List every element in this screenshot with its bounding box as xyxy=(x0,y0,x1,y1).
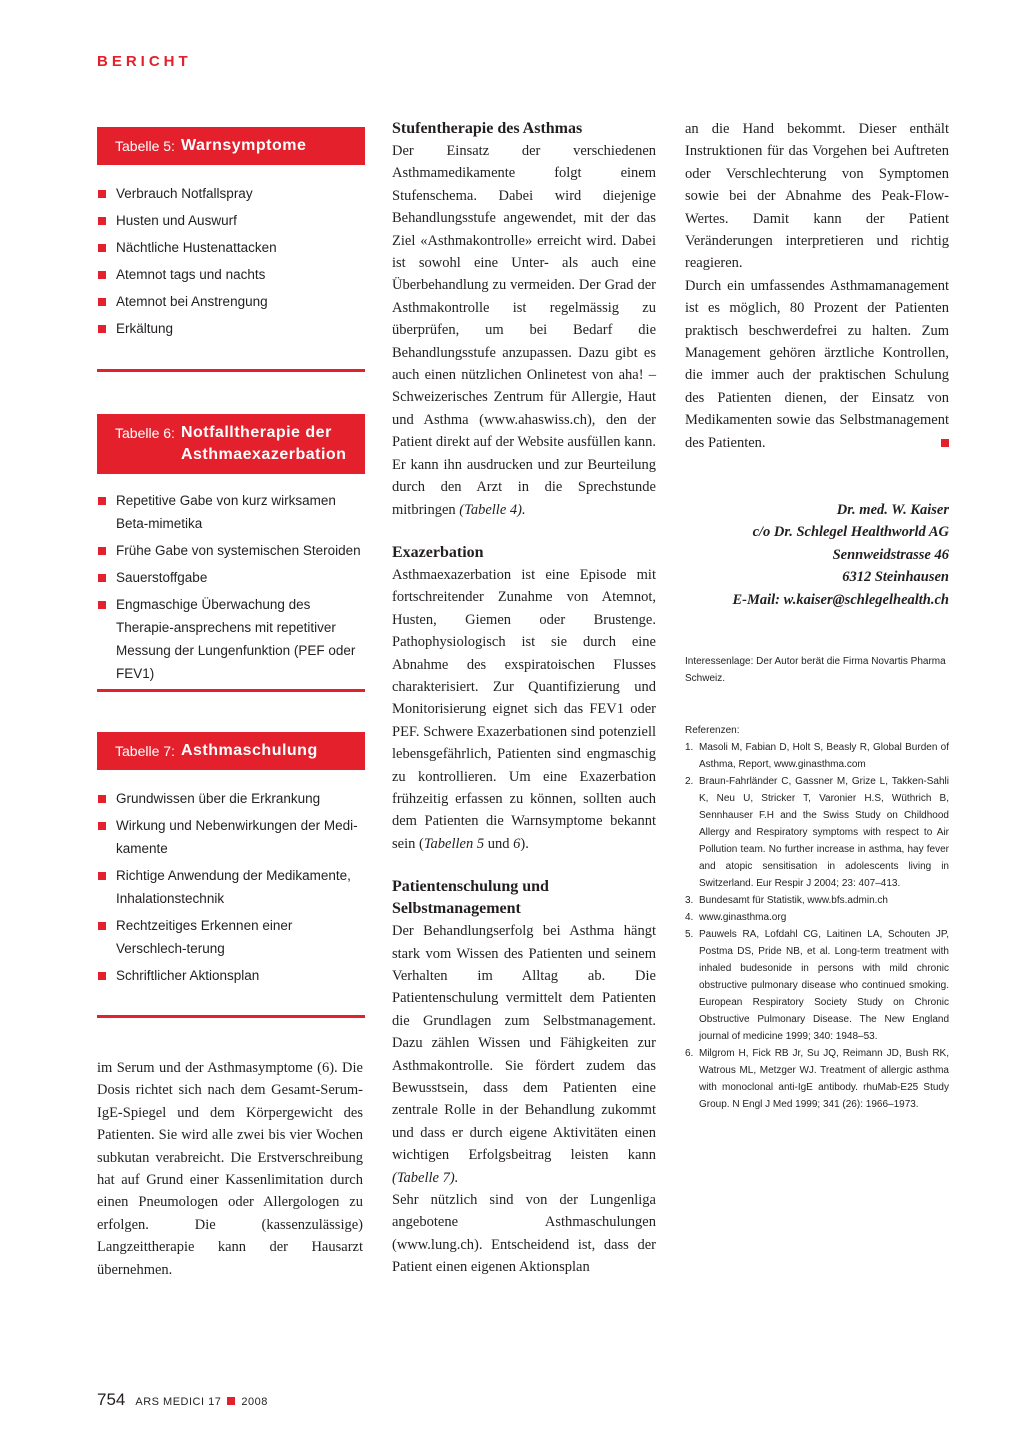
table-number: Tabelle 5: xyxy=(115,138,175,154)
table-list xyxy=(97,182,365,340)
author-city: 6312 Steinhausen xyxy=(842,569,949,586)
paragraph: Der Behandlungserfolg bei Asthma hängt stark vom Wissen des Patienten und seinem Verhalten im Alltag ab. Die Patientenschulung vermittelt dem Patienten die Grundlagen zum Selbstmanagement. Dazu zählen Wissen und Fähigkeiten zur Asthmakontrolle. Sie fördert zudem das Bewusstsein, dass dem Patienten eine zentrale Rolle in der Behandlung zukommt und dass er durch eigene Aktivitäten einen wichtigen Erfolgsbeitrag leisten kann (Tabelle 7). xyxy=(392,923,656,1186)
table-divider xyxy=(97,689,365,692)
list-item: Sauerstoffgabe xyxy=(97,566,365,589)
author-block xyxy=(685,499,949,611)
table-divider xyxy=(97,369,365,372)
list-item: Husten und Auswurf xyxy=(97,209,365,232)
list-item: Schriftlicher Aktionsplan xyxy=(97,964,365,987)
paragraph: Durch ein umfassendes Asthmamanagement ist es möglich, 80 Prozent der Patienten praktisch beschwerdefrei zu halten. Zum Management gehören ärztliche Kontrollen, die immer auch der praktischen Schulung des Patienten dienen, der Einsatz von Medikamenten sowie das Selbstmanagement des Patienten. xyxy=(685,277,949,451)
references-list xyxy=(685,739,949,1113)
table-number: Tabelle 7: xyxy=(115,743,175,759)
reference-item: 6. Milgrom H, Fick RB Jr, Su JQ, Reimann JD, Bush RK, Watrous ML, Metzger WJ. Treatment of allergic asthma with monoclonal anti-IgE antibody. rhuMab-E25 Study Group. N Engl J Med 1999; 341 (26): 1966–1973. xyxy=(685,1048,949,1110)
journal-year: 2008 xyxy=(241,1396,268,1408)
table-header xyxy=(97,127,365,165)
bullet-square-icon xyxy=(98,497,106,505)
reference-item: 5. Pauwels RA, Lofdahl CG, Laitinen LA, Schouten JP, Postma DS, Pride NB, et al. Long-term treatment with inhaled budesonide in persons with mild chronic obstructive pulmonary disease who continued smoking. European Respiratory Society Study on Chronic Obstructive Pulmonary Disease. The New England journal of medicine 1999; 340: 1948–53. xyxy=(685,929,949,1042)
table-reference: Tabellen 5 xyxy=(423,835,485,852)
heading-exazerbation: Exazerbation xyxy=(392,543,484,561)
paragraph: im Serum und der Asthmasymptome (6). Die Dosis richtet sich nach dem Gesamt-Serum-IgE-Spiegel und dem Körpergewicht des Patienten. Sie wird alle zwei bis vier Wochen subkutan verabreicht. Die Erstverschreibung hat auf Grund einer Kassenlimitation durch einen Pneumologen oder Allergologen zu erfolgen. Die (kassenzulässige) Langzeittherapie kann der Hausarzt übernehmen. xyxy=(97,1060,363,1278)
list-item: Repetitive Gabe von kurz wirksamen Beta-mimetika xyxy=(97,489,365,535)
bullet-square-icon xyxy=(98,298,106,306)
bullet-square-icon xyxy=(98,271,106,279)
list-item: Engmaschige Überwachung des Therapie-ansprechens mit repetitiver Messung der Lungenfunktion (PEF oder FEV1) xyxy=(97,593,365,685)
table-header xyxy=(97,732,365,770)
table-title: Asthmaschulung xyxy=(180,742,318,759)
bullet-square-icon xyxy=(98,601,106,609)
table-reference: (Tabelle 4). xyxy=(459,501,526,518)
reference-item: 2. Braun-Fahrländer C, Gassner M, Grize L, Takken-Sahli K, Neu U, Stricker T, Varonier H.S, Wüthrich B, Sennhauser F.H and the Swiss Study on Childhood Allergy and Respiratory symptoms with respect to Air Pollution team. No further increase in asthma, hay fever and atopic sensitisation in adolescents living in Switzerland. Eur Respir J 2004; 23: 407–413. xyxy=(685,776,949,889)
section-label: BERICHT xyxy=(97,53,192,70)
table-notfalltherapie xyxy=(97,414,365,689)
bullet-square-icon xyxy=(98,244,106,252)
table-title: Notfalltherapie der Asthmaexazerbation xyxy=(180,424,347,463)
bullet-square-icon xyxy=(98,547,106,555)
list-item: Atemnot tags und nachts xyxy=(97,263,365,286)
references xyxy=(685,722,949,1113)
table-reference: (Tabelle 7). xyxy=(392,1169,459,1186)
interest-statement: Interessenlage: Der Autor berät die Firma Novartis Pharma Schweiz. xyxy=(685,656,946,684)
page-number: 754 xyxy=(97,1390,126,1409)
reference-item: 1. Masoli M, Fabian D, Holt S, Beasly R, Global Burden of Asthma, Report, www.ginasthma.com xyxy=(685,742,949,770)
paragraph: Der Einsatz der verschiedenen Asthmamedikamente folgt einem Stufenschema. Dabei wird diejenige Behandlungsstufe angewendet, mit der das Ziel «Asthmakontrolle» erreicht wird. Dabei ist sowohl eine Unter- als auch eine Überbehandlung zu vermeiden. Der Grad der Asthmakontrolle ist regelmässig zu überprüfen, um bei Bedarf die Behandlungsstufe anzupassen. Dazu gibt es auch einen nützlichen Onlinetest von aha! – Schweizerisches Zentrum für Allergie, Haut und Asthma (www.ahaswiss.ch), den der Patient direkt auf der Website ausfüllen kann. Er kann ihn ausdrucken und zur Beurteilung durch den Arzt in die Sprechstunde mitbringen (Tabelle 4). xyxy=(392,143,656,518)
list-item: Richtige Anwendung der Medikamente, Inhalationstechnik xyxy=(97,864,365,910)
table-divider xyxy=(97,1015,365,1018)
end-mark-icon xyxy=(941,439,949,447)
author-street: Sennweidstrasse 46 xyxy=(832,546,949,563)
bullet-square-icon xyxy=(98,325,106,333)
author-email: E-Mail: w.kaiser@schlegelhealth.ch xyxy=(732,591,949,608)
column-3-text xyxy=(685,118,949,454)
bullet-square-icon xyxy=(98,922,106,930)
separator-square-icon xyxy=(227,1397,235,1405)
list-item: Frühe Gabe von systemischen Steroiden xyxy=(97,539,365,562)
column-1-text xyxy=(97,1057,363,1281)
bullet-square-icon xyxy=(98,822,106,830)
list-item: Rechtzeitiges Erkennen einer Verschlech-terung xyxy=(97,914,365,960)
table-header xyxy=(97,414,365,474)
table-reference: 6 xyxy=(513,835,521,852)
paragraph: an die Hand bekommt. Dieser enthält Instruktionen für das Vorgehen bei Auftreten oder Verschlechterung von Symptomen sowie bei der Abnahme des Peak-Flow-Wertes. Damit kann der Patient Veränderungen interpretieren und richtig reagieren. xyxy=(685,121,949,272)
reference-item: 3. Bundesamt für Statistik, www.bfs.admin.ch xyxy=(685,895,888,906)
bullet-square-icon xyxy=(98,574,106,582)
paragraph: Sehr nützlich sind von der Lungenliga angebotene Asthmaschulungen (www.lung.ch). Entscheidend ist, dass der Patient einen eigenen Aktionsplan xyxy=(392,1192,656,1276)
page-footer xyxy=(97,1390,268,1410)
reference-item: 4. www.ginasthma.org xyxy=(685,912,787,923)
table-title: Warnsymptome xyxy=(180,137,307,154)
list-item: Erkältung xyxy=(97,317,365,340)
paragraph: Asthmaexazerbation ist eine Episode mit fortschreitender Zunahme von Atemnot, Husten, Giemen oder Brustenge. Pathophysiologisch ist sie durch eine Abnahme des exspiratoischen Flusses charakterisiert. Zur Quantifizierung und Monitorisierung eignet sich das FEV1 oder PEF. Schwere Exazerbationen sind potenziell lebensgefährlich, Patienten sind engmaschig zu kontrollieren. Um eine Exazerbation frühzeitig erfassen zu können, sollten auch dem Patienten die Warnsymptome bekannt sein (Tabellen 5 und 6). xyxy=(392,566,656,852)
bullet-square-icon xyxy=(98,217,106,225)
heading-stufentherapie: Stufentherapie des Asthmas xyxy=(392,120,583,137)
author-name: Dr. med. W. Kaiser xyxy=(836,502,949,518)
list-item: Grundwissen über die Erkrankung xyxy=(97,787,365,810)
journal-name: ARS MEDICI 17 xyxy=(135,1396,222,1408)
table-asthmaschulung xyxy=(97,732,365,991)
list-item: Wirkung und Nebenwirkungen der Medi-kamente xyxy=(97,814,365,860)
bullet-square-icon xyxy=(98,972,106,980)
bullet-square-icon xyxy=(98,795,106,803)
bullet-square-icon xyxy=(98,872,106,880)
bullet-square-icon xyxy=(98,190,106,198)
column-2-text xyxy=(392,118,656,1279)
table-number: Tabelle 6: xyxy=(115,425,175,441)
author-company: c/o Dr. Schlegel Healthworld AG xyxy=(752,524,949,541)
list-item: Nächtliche Hustenattacken xyxy=(97,236,365,259)
list-item: Atemnot bei Anstrengung xyxy=(97,290,365,313)
references-title: Referenzen: xyxy=(685,725,740,736)
table-warnsymptome xyxy=(97,127,365,344)
table-list xyxy=(97,489,365,685)
heading-patientenschulung: Patientenschulung und Selbstmanagement xyxy=(392,878,549,918)
list-item: Verbrauch Notfallspray xyxy=(97,182,365,205)
table-list xyxy=(97,787,365,987)
